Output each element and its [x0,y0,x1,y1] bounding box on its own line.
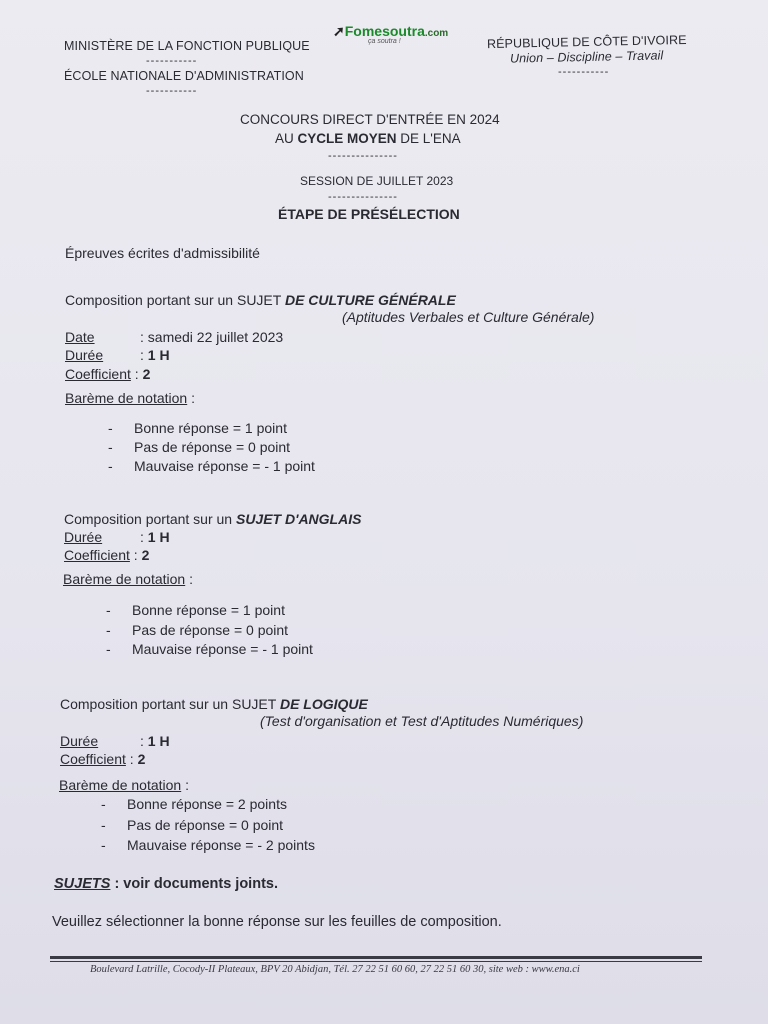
header-divider: ----------- [146,55,198,67]
section-subtitle-logic: (Test d'organisation et Test d'Aptitudes Numériques) [260,713,584,729]
section-heading-culture: Composition portant sur un SUJET DE CULTURE GÉNÉRALE [65,292,456,308]
exam-title: CONCOURS DIRECT D'ENTRÉE EN 2024 [240,112,500,127]
bareme-label: Barème de notation : [59,777,189,793]
footer-rule [50,956,702,959]
school-name: ÉCOLE NATIONALE D'ADMINISTRATION [64,69,304,83]
ministry-name: MINISTÈRE DE LA FONCTION PUBLIQUE [64,39,310,53]
duration-label: Durée [64,529,103,545]
coefficient-row: Coefficient : 2 [64,547,150,563]
list-item: - Pas de réponse = 0 point [108,439,291,455]
bareme-label: Barème de notation : [63,571,193,587]
list-item: - Mauvaise réponse = - 1 point [106,641,313,657]
title-divider: --------------- [328,191,398,203]
intro-text: Épreuves écrites d'admissibilité [65,245,260,261]
republic-name: RÉPUBLIQUE DE CÔTE D'IVOIRE [486,32,687,52]
header-divider: ----------- [146,85,198,97]
header-divider: ----------- [558,66,610,78]
list-item: - Pas de réponse = 0 point [101,817,284,833]
footer-rule [50,961,702,962]
list-item: - Bonne réponse = 1 point [108,420,287,436]
coefficient-row: Coefficient : 2 [60,751,146,767]
duration-value: : 1 H [140,347,170,363]
instruction-text: Veuillez sélectionner la bonne réponse sur les feuilles de composition. [52,914,502,930]
coefficient-row: Coefficient : 2 [65,366,151,382]
date-label: Date [65,329,95,345]
logo-name: Fomesoutra [344,23,425,39]
logo-suffix: .com [424,28,449,39]
section-heading-logic: Composition portant sur un SUJET DE LOGIQUE [60,696,368,712]
list-item: - Mauvaise réponse = - 1 point [108,458,315,474]
duration-label: Durée [65,347,104,363]
bareme-label: Barème de notation : [65,390,195,406]
national-motto: Union – Discipline – Travail [509,48,664,66]
runner-icon: ➚ [333,23,345,39]
section-heading-english: Composition portant sur un SUJET D'ANGLAIS [64,511,362,527]
stage-title: ÉTAPE DE PRÉSÉLECTION [278,206,460,222]
footer-address: Boulevard Latrille, Cocody-II Plateaux, BPV 20 Abidjan, Tél. 27 22 51 60 60, 27 22 51 60 30, site web : www.ena.ci [90,964,580,975]
exam-subtitle: AU CYCLE MOYEN DE L'ENA [275,131,461,146]
list-item: - Pas de réponse = 0 point [106,622,289,638]
duration-label: Durée [60,733,99,749]
section-subtitle-culture: (Aptitudes Verbales et Culture Générale) [342,309,595,325]
duration-value: : 1 H [140,733,170,749]
sujets-note: SUJETS : voir documents joints. [54,876,278,892]
list-item: - Mauvaise réponse = - 2 points [101,837,315,853]
logo-tagline: ça soutra ! [368,38,401,45]
list-item: - Bonne réponse = 2 points [101,796,287,812]
title-divider: --------------- [328,150,398,162]
list-item: - Bonne réponse = 1 point [106,602,285,618]
duration-value: : 1 H [140,529,170,545]
date-value: : samedi 22 juillet 2023 [140,329,284,345]
session-label: SESSION DE JUILLET 2023 [300,174,454,188]
